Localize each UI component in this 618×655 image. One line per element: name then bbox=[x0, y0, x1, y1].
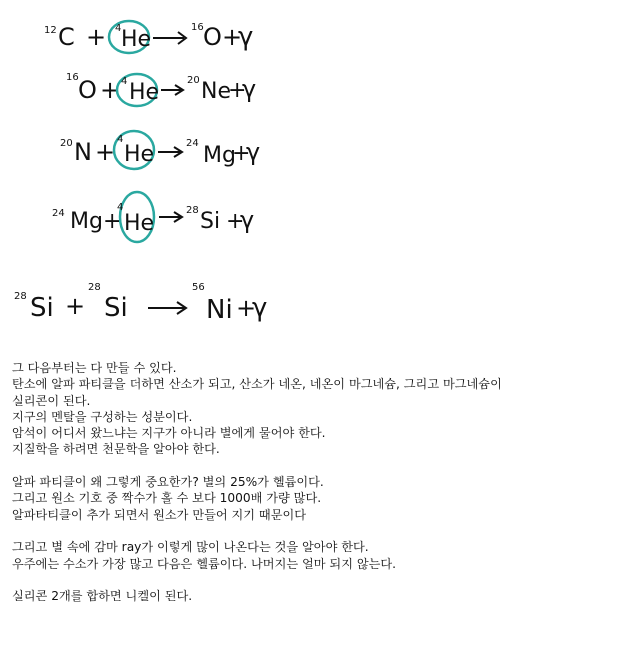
text-line: 암석이 어디서 왔느냐는 지구가 아니라 별에게 물어야 한다. bbox=[12, 426, 326, 441]
text-line: 실리콘 2개를 합하면 니켈이 된다. bbox=[12, 589, 193, 604]
element-symbol: He bbox=[121, 27, 152, 52]
gamma-symbol: γ bbox=[246, 138, 261, 166]
element-symbol: Si bbox=[104, 293, 128, 323]
element-symbol: O bbox=[78, 76, 97, 104]
mass-number: 4 bbox=[117, 134, 124, 145]
mass-number: 4 bbox=[115, 23, 122, 34]
element-symbol: C bbox=[58, 23, 75, 51]
text-line: 그리고 별 속에 감마 ray가 이렇게 많이 나온다는 것을 알아야 한다. bbox=[12, 540, 369, 555]
mass-number: 12 bbox=[44, 25, 57, 36]
element-symbol: N bbox=[74, 138, 92, 166]
reaction-nitrogen-helium bbox=[60, 131, 260, 169]
plus-sign: + bbox=[65, 292, 86, 320]
gamma-symbol: γ bbox=[240, 206, 255, 234]
element-symbol: Ne bbox=[201, 79, 231, 104]
text-line: 그리고 원소 기호 중 짝수가 홀 수 보다 1000배 가량 많다. bbox=[12, 491, 322, 506]
element-symbol: Ni bbox=[206, 295, 233, 325]
mass-number: 20 bbox=[187, 75, 200, 86]
gamma-symbol: γ bbox=[238, 22, 254, 52]
mass-number: 16 bbox=[66, 72, 79, 83]
plus-sign: + bbox=[236, 294, 257, 322]
text-line: 실리콘이 된다. bbox=[12, 393, 91, 408]
gamma-symbol: γ bbox=[242, 75, 257, 103]
notes-text bbox=[12, 360, 612, 604]
text-line: 우주에는 수소가 가장 많고 다음은 헬륨이다. 나머지는 얼마 되지 않는다. bbox=[12, 556, 397, 571]
plus-sign: + bbox=[232, 141, 251, 166]
element-symbol: He bbox=[124, 142, 155, 167]
mass-number: 4 bbox=[121, 76, 128, 87]
reaction-carbon-helium bbox=[44, 21, 253, 53]
paragraph-gap bbox=[12, 458, 612, 474]
reaction-magnesium-helium bbox=[52, 192, 254, 242]
plus-sign: + bbox=[100, 76, 121, 104]
mass-number: 24 bbox=[52, 208, 65, 219]
paragraph-gap bbox=[12, 523, 612, 539]
paragraph-gap bbox=[12, 572, 612, 588]
mass-number: 28 bbox=[14, 291, 27, 302]
text-line: 탄소에 알파 파티클을 더하면 산소가 되고, 산소가 네온, 네온이 마그네슘, 그리고 마그네슘이 bbox=[12, 377, 502, 392]
element-symbol: He bbox=[124, 211, 155, 236]
text-line: 그 다음부터는 다 만들 수 있다. bbox=[12, 361, 177, 375]
text-line: 지구의 멘탈을 구성하는 성분이다. bbox=[12, 409, 193, 424]
reaction-oxygen-helium bbox=[66, 72, 256, 106]
mass-number: 24 bbox=[186, 138, 199, 149]
element-symbol: He bbox=[129, 80, 160, 105]
plus-sign: + bbox=[95, 138, 116, 166]
mass-number: 28 bbox=[88, 282, 101, 293]
plus-sign: + bbox=[222, 23, 243, 51]
plus-sign: + bbox=[226, 209, 245, 234]
plus-sign: + bbox=[228, 78, 247, 103]
text-line: 지질학을 하려면 천문학을 알아야 한다. bbox=[12, 442, 220, 457]
element-symbol: Si bbox=[30, 293, 54, 323]
reaction-silicon-silicon bbox=[14, 282, 267, 325]
mass-number: 56 bbox=[192, 282, 205, 293]
element-symbol: Si bbox=[200, 209, 221, 234]
mass-number: 4 bbox=[117, 202, 124, 213]
mass-number: 20 bbox=[60, 138, 73, 149]
text-line: 알파 파티클이 왜 그렇게 중요한가? 별의 25%가 헬륨이다. bbox=[12, 475, 324, 490]
text-line: 알파타티클이 추가 되면서 원소가 만들어 지기 때문이다 bbox=[12, 507, 307, 522]
element-symbol: Mg bbox=[70, 209, 103, 234]
gamma-symbol: γ bbox=[252, 293, 268, 323]
plus-sign: + bbox=[103, 209, 122, 234]
element-symbol: O bbox=[203, 23, 222, 51]
plus-sign: + bbox=[86, 23, 107, 51]
element-symbol: Mg bbox=[203, 143, 236, 168]
mass-number: 16 bbox=[191, 22, 204, 33]
mass-number: 28 bbox=[186, 205, 199, 216]
